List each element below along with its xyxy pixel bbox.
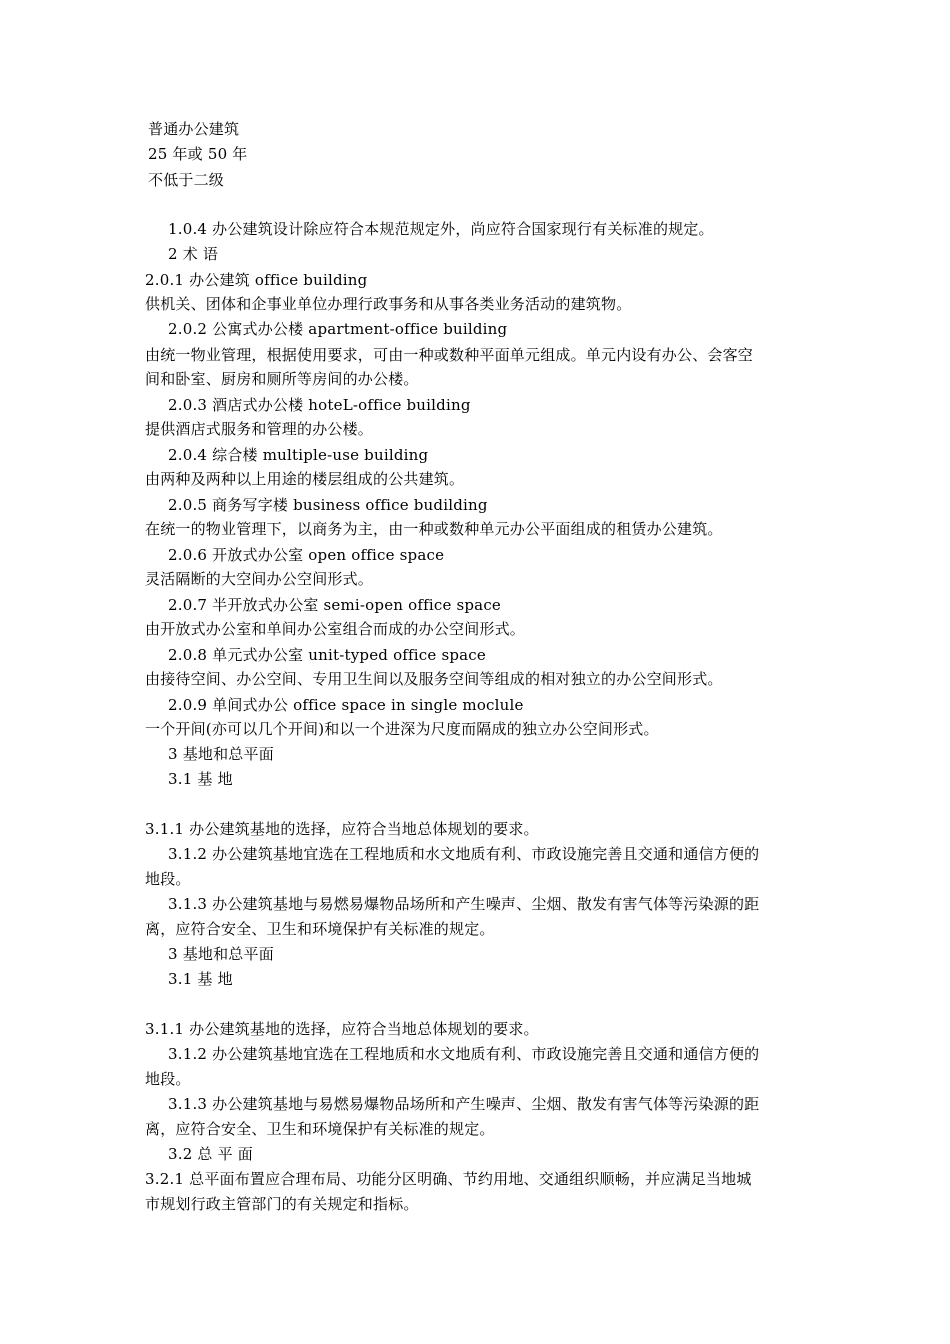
clause-3-1-3-repeat-continued: 离，应符合安全、卫生和环境保护有关标准的规定。 <box>145 1120 495 1138</box>
term-definition: 由统一物业管理，根据使用要求，可由一种或数种平面单元组成。单元内设有办公、会客空 <box>145 346 754 364</box>
term-definition: 在统一的物业管理下，以商务为主，由一种或数种单元办公平面组成的租赁办公建筑。 <box>145 520 723 538</box>
table-cell-building-type: 普通办公建筑 <box>148 120 240 138</box>
term-heading: 2.0.6 开放式办公室 open office space <box>168 546 445 564</box>
term-heading: 2.0.5 商务写字楼 business office budilding <box>168 496 488 514</box>
term-heading: 2.0.8 单元式办公室 unit-typed office space <box>168 646 486 664</box>
term-definition: 一个开间(亦可以几个开间)和以一个进深为尺度而隔成的独立办公空间形式。 <box>145 720 659 738</box>
clause-3-1-2: 3.1.2 办公建筑基地宜选在工程地质和水文地质有利、市政设施完善且交通和通信方便的 <box>168 845 760 863</box>
term-heading: 2.0.9 单间式办公 office space in single moclule <box>168 696 524 714</box>
term-definition: 供机关、团体和企事业单位办理行政事务和从事各类业务活动的建筑物。 <box>145 295 632 313</box>
clause-3-1-3: 3.1.3 办公建筑基地与易燃易爆物品场所和产生噪声、尘烟、散发有害气体等污染源的距 <box>168 895 760 913</box>
clause-3-2-1: 3.2.1 总平面布置应合理布局、功能分区明确、节约用地、交通组织顺畅，并应满足当地城 <box>145 1170 752 1188</box>
section-3-1-title-repeat: 3.1 基 地 <box>168 970 233 988</box>
chapter-3-title-repeat: 3 基地和总平面 <box>168 945 274 963</box>
table-cell-fire-rating: 不低于二级 <box>148 171 225 189</box>
chapter-2-title: 2 术 语 <box>168 245 219 263</box>
chapter-3-title: 3 基地和总平面 <box>168 745 274 763</box>
term-heading: 2.0.4 综合楼 multiple-use building <box>168 446 429 464</box>
term-definition: 间和卧室、厨房和厕所等房间的办公楼。 <box>145 370 419 388</box>
clause-3-2-1-continued: 市规划行政主管部门的有关规定和指标。 <box>145 1195 419 1213</box>
section-3-1-title: 3.1 基 地 <box>168 770 233 788</box>
clause-3-1-1-repeat: 3.1.1 办公建筑基地的选择，应符合当地总体规划的要求。 <box>145 1020 539 1038</box>
clause-3-1-3-continued: 离，应符合安全、卫生和环境保护有关标准的规定。 <box>145 920 495 938</box>
clause-3-1-2-continued: 地段。 <box>145 870 191 888</box>
table-cell-service-life: 25 年或 50 年 <box>148 145 248 163</box>
term-definition: 由两种及两种以上用途的楼层组成的公共建筑。 <box>145 470 465 488</box>
term-definition: 灵活隔断的大空间办公空间形式。 <box>145 570 374 588</box>
clause-3-1-3-repeat: 3.1.3 办公建筑基地与易燃易爆物品场所和产生噪声、尘烟、散发有害气体等污染源的距 <box>168 1095 760 1113</box>
term-heading: 2.0.3 酒店式办公楼 hoteL-office building <box>168 396 471 414</box>
clause-3-1-2-repeat: 3.1.2 办公建筑基地宜选在工程地质和水文地质有利、市政设施完善且交通和通信方便的 <box>168 1045 760 1063</box>
clause-3-1-1: 3.1.1 办公建筑基地的选择，应符合当地总体规划的要求。 <box>145 820 539 838</box>
term-definition: 由开放式办公室和单间办公室组合而成的办公空间形式。 <box>145 620 526 638</box>
term-heading: 2.0.2 公寓式办公楼 apartment-office building <box>168 320 508 338</box>
term-definition: 由接待空间、办公空间、专用卫生间以及服务空间等组成的相对独立的办公空间形式。 <box>145 670 723 688</box>
term-heading: 2.0.1 办公建筑 office building <box>145 271 368 289</box>
term-heading: 2.0.7 半开放式办公室 semi-open office space <box>168 596 502 614</box>
clause-1-0-4: 1.0.4 办公建筑设计除应符合本规范规定外，尚应符合国家现行有关标准的规定。 <box>168 220 714 238</box>
term-definition: 提供酒店式服务和管理的办公楼。 <box>145 420 374 438</box>
clause-3-1-2-repeat-continued: 地段。 <box>145 1070 191 1088</box>
section-3-2-title: 3.2 总 平 面 <box>168 1145 253 1163</box>
